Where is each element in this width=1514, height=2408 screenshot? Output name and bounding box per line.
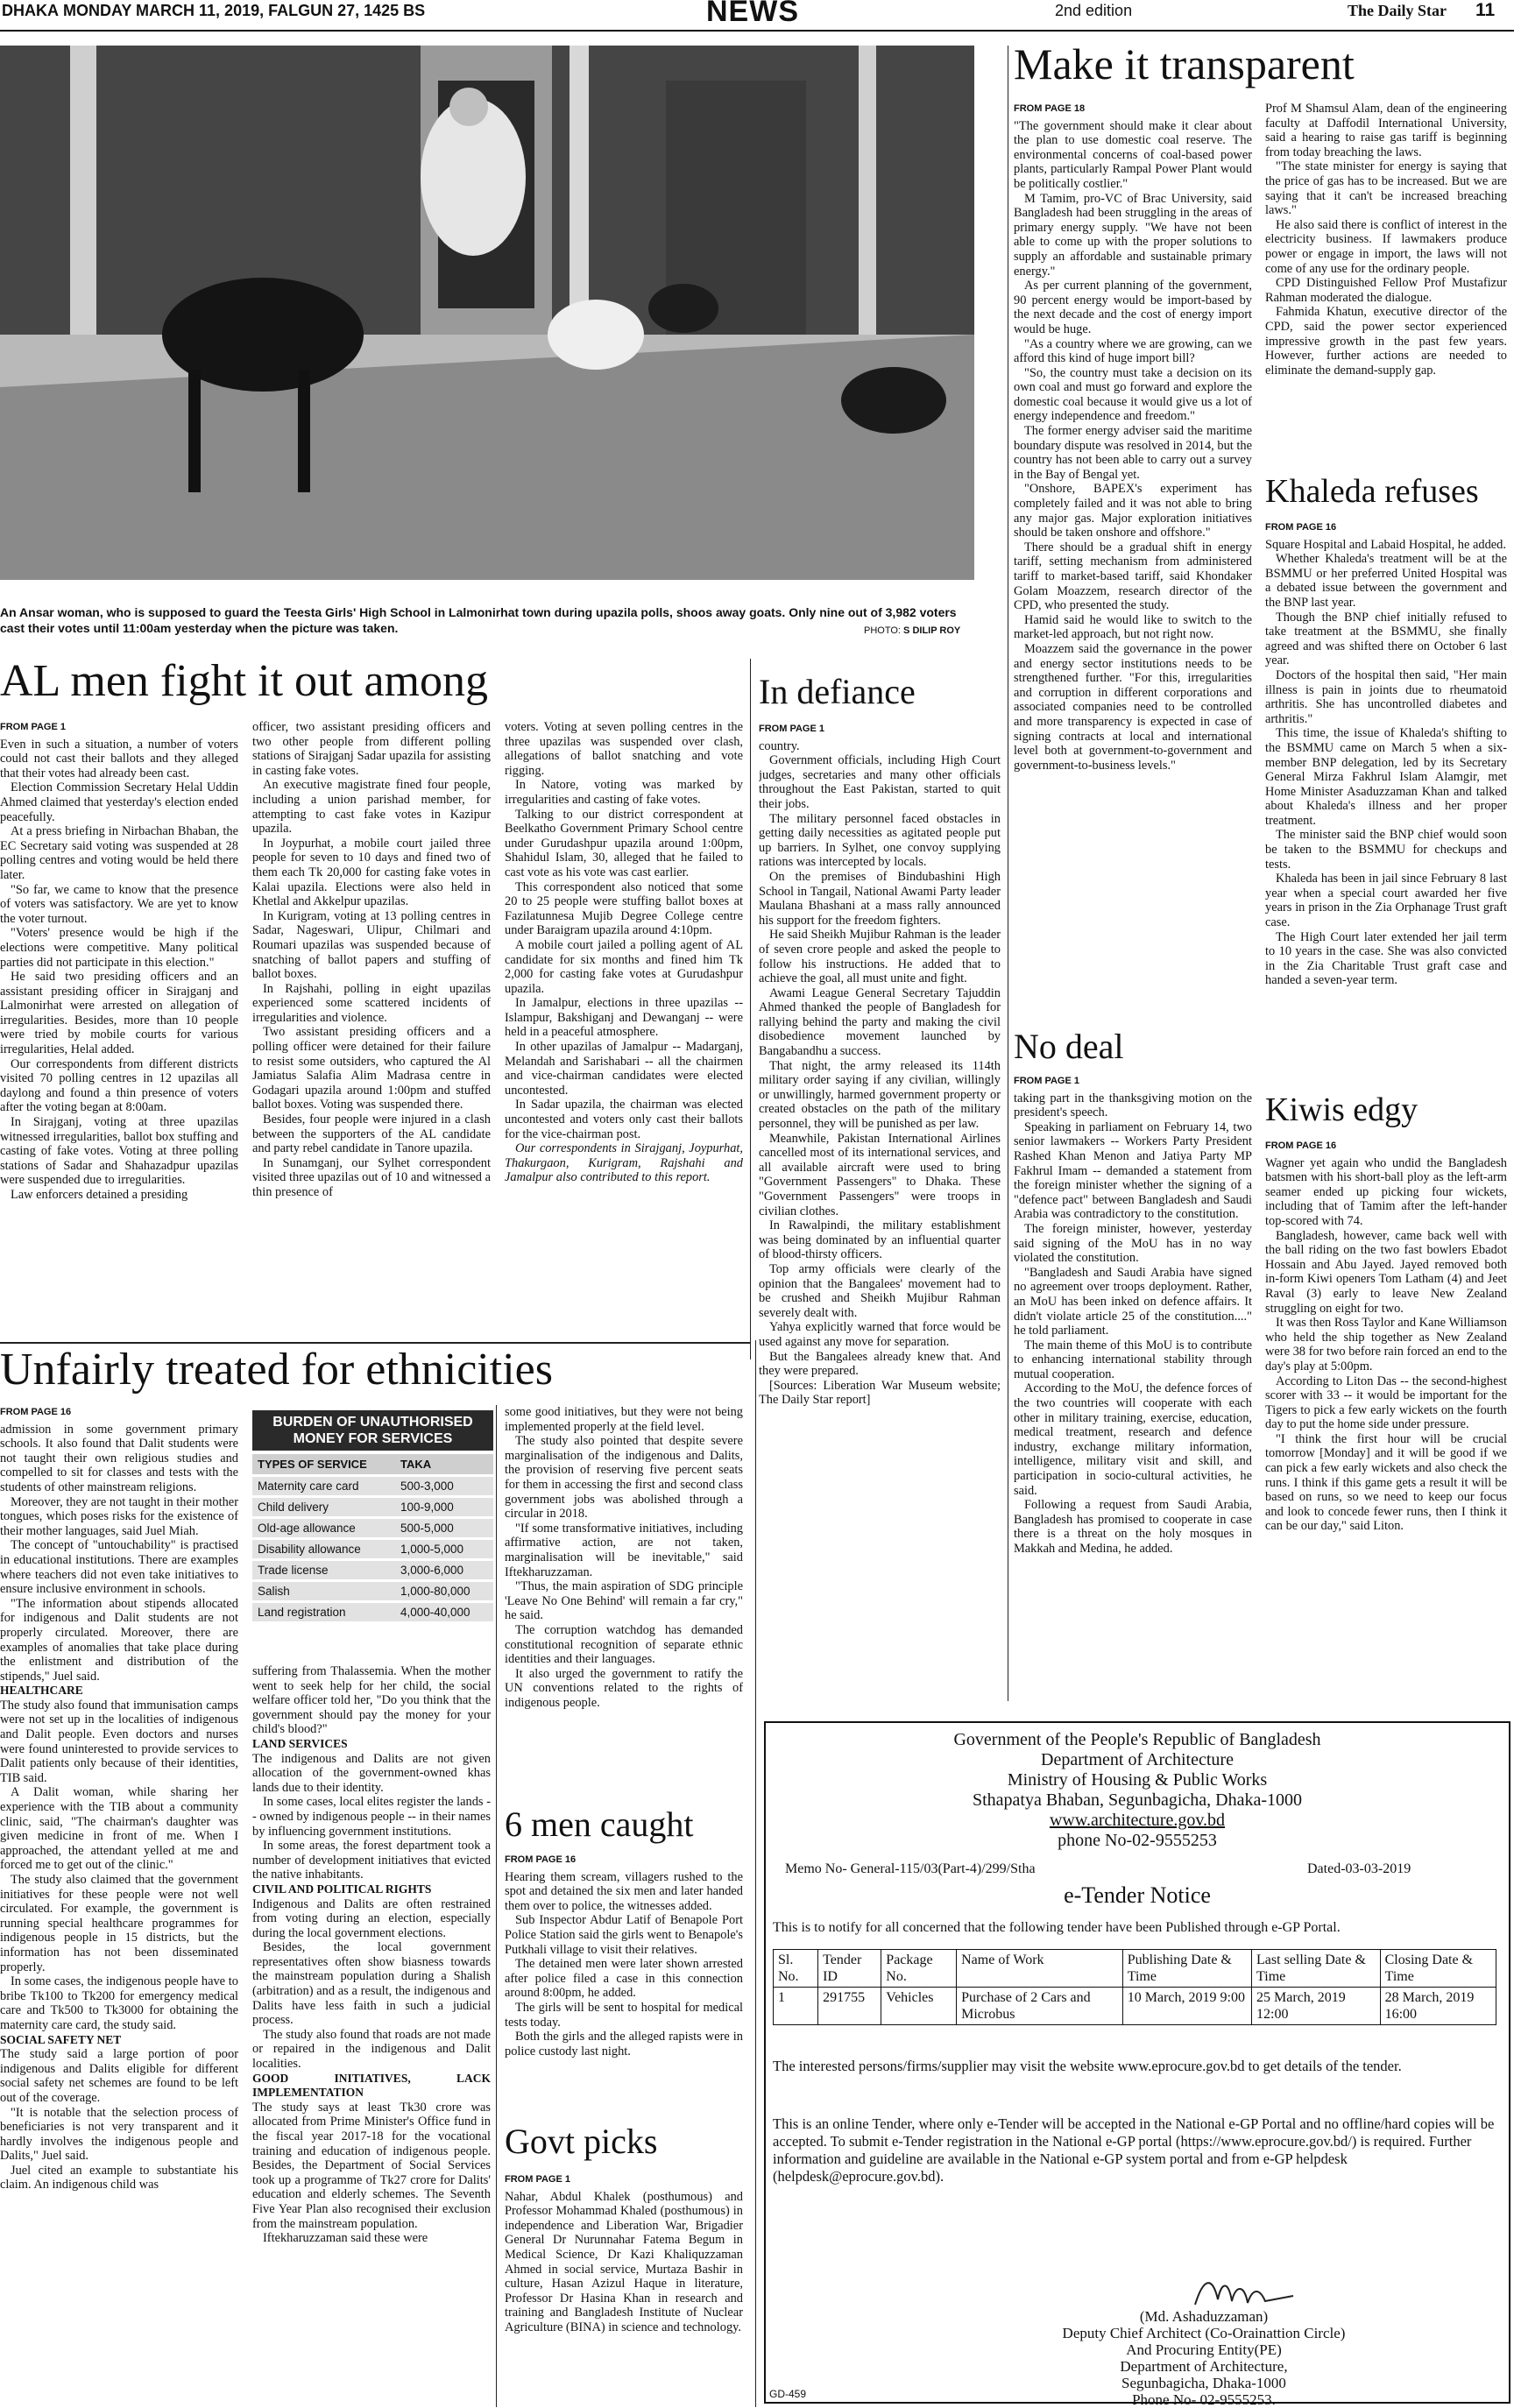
khaleda-para: Square Hospital and Labaid Hospital, he added. bbox=[1265, 537, 1506, 552]
defiance-para: Yahya explicitly warned that force would be used against any move for separation. bbox=[759, 1320, 1001, 1349]
ethnic-subhead: CIVIL AND POLITICAL RIGHTS bbox=[252, 1882, 432, 1896]
ethnic-para: The study says at least Tk30 crore was allocated from Prime Minister's Office fund in the fiscal year 2017-18 for the vocational training and education of indigenous people. Besides, the Department of Social Services took up a programme of Tk27 crore for Dalits' education and elderly schemes. The Seventh Five Year Plan also recognised their exclusion from the mainstream population. bbox=[252, 2100, 491, 2231]
tender-memo: Memo No- General-115/03(Part-4)/299/Stha bbox=[785, 1861, 1036, 1876]
al-para: "Voters' presence would be high if the elections were competitive. Many political parties did not participate in this election." bbox=[0, 926, 238, 970]
al-headline: AL men fight it out among bbox=[0, 656, 488, 706]
tender-col-closing: Closing Date & Time bbox=[1380, 1950, 1496, 1988]
tender-note-online: This is an online Tender, where only e-Tender will be accepted in the National e-GP Portal and no offline/hard copies will be accepted. To submit e-Tender registration in the National e-GP portal (https://www.eprocure.gov.bd/) is required. Further information and guideline are available in the National e-GP system portal and from e-GP helpdesk (helpdesk@eprocure.gov.bd). bbox=[773, 2115, 1495, 2185]
tender-dept: Department of Architecture bbox=[1041, 1750, 1234, 1769]
tender-gov: Government of the People's Republic of Bangladesh bbox=[953, 1730, 1321, 1749]
tender-cell: 28 March, 2019 16:00 bbox=[1380, 1988, 1496, 2025]
ethnic-para: The study also found that immunisation camps were not set up in the localities of indigenous and Dalit people. Even doctors and nurses were found uninterested to provide services to Dalit patients only because of their identities, TIB said. bbox=[0, 1698, 238, 1785]
khaleda-para: The High Court later extended her jail term to 10 years in the case. She was also convicted in the Zia Charitable Trust graft case and handed a seven-year term. bbox=[1265, 929, 1507, 988]
transparent-para: "So, the country must take a decision on its own coal and must go forward and explore the domestic coal because it would give us a lot of energy independence and freedom." bbox=[1014, 365, 1252, 424]
signatory-phone: Phone No- 02-9555253. bbox=[1132, 2391, 1276, 2408]
ethnic-para: In some cases, the indigenous people have to bribe Tk100 to Tk200 for emergency medical care and Tk500 to Tk3000 for obtaining the maternity care card, the study said. bbox=[0, 1974, 238, 2032]
al-para: An executive magistrate fined four people, including a union parishad member, for attempting to cast fake votes in Kazipur upazila. bbox=[252, 778, 491, 837]
transparent-headline: Make it transparent bbox=[1014, 39, 1355, 88]
photo-illustration bbox=[0, 46, 974, 580]
burden-table-header bbox=[252, 1454, 493, 1474]
nodeal-column bbox=[1014, 1074, 1252, 1705]
ethnic-para: "If some transformative initiatives, including affirmative action, are not taken, marginalisation will be inevitable," said Iftekharuzzaman. bbox=[505, 1521, 743, 1579]
ethnic-column-3 bbox=[505, 1405, 743, 1799]
defiance-para: Top army officials were clearly of the opinion that the Bangalees' movement had to be crushed and Sheikh Mujibur Rahman severely dealt with. bbox=[759, 1261, 1001, 1320]
al-para: In Rajshahi, polling in eight upazilas experienced some scattered incidents of irregularities and violence. bbox=[252, 981, 491, 1025]
nodeal-para: The foreign minister, however, yesterday said signing of the MoU has in no way violated the constitution. bbox=[1014, 1221, 1252, 1266]
khaleda-column bbox=[1265, 520, 1507, 1081]
transparent-para: "As a country where we are growing, can we afford this kind of huge import bill? bbox=[1014, 336, 1252, 366]
tender-note-website: The interested persons/firms/supplier may visit the website www.eprocure.gov.bd to get details of the tender. bbox=[773, 2058, 1402, 2074]
al-para: voters. Voting at seven polling centres in the three upazilas was suspended over clash, allegations of ballot snatching and vote rigging. bbox=[505, 720, 743, 778]
ethnic-para: The study also pointed that despite severe marginalisation of the indigenous and Dalits, the provision of reserving five percent seats for them in accessing the first and second class government jobs was abolished through a circular in 2018. bbox=[505, 1434, 743, 1522]
al-para: In Sunamganj, our Sylhet correspondent visited three upazilas out of 10 and witnessed a thin presence of bbox=[252, 1155, 491, 1199]
defiance-kicker: FROM PAGE 1 bbox=[759, 724, 824, 734]
tender-website-link[interactable]: www.architecture.gov.bd bbox=[1049, 1811, 1226, 1830]
ethnic-column-1 bbox=[0, 1405, 238, 2407]
transparent-para: CPD Distinguished Fellow Prof Mustafizur Rahman moderated the dialogue. bbox=[1265, 276, 1507, 305]
section-name: NEWS bbox=[706, 0, 799, 28]
nodeal-para: According to the MoU, the defence forces of the two countries will cooperate with each other in military training, exercise, education, medical treatment, research and defence industry, exchange military information, intelligence, military visit and skill, and participation in socio-cultural activities, he said. bbox=[1014, 1381, 1252, 1498]
ethnic-subhead: HEALTHCARE bbox=[0, 1684, 83, 1698]
al-contrib: Our correspondents in Sirajganj, Joypurhat, Thakurgaon, Kurigram, Rajshahi and Jamalpur also contributed to this report. bbox=[505, 1141, 743, 1185]
defiance-para: The military personnel faced obstacles in getting daily necessities as agitated people put up barriers. In Sylhet, one convoy supplying rations was intercepted by locals. bbox=[759, 811, 1001, 870]
burden-table bbox=[252, 1410, 493, 1638]
ethnic-para: some good initiatives, but they were not being implemented properly at the field level. bbox=[505, 1405, 743, 1434]
tender-ministry: Ministry of Housing & Public Works bbox=[1007, 1770, 1268, 1790]
tender-col-id: Tender ID bbox=[818, 1950, 881, 1988]
sixmen-para: The girls will be sent to hospital for medical tests today. bbox=[505, 2000, 743, 2030]
paper-name: The Daily Star bbox=[1348, 2, 1447, 19]
burden-taka: 500-5,000 bbox=[400, 1522, 454, 1535]
column-rule bbox=[750, 659, 751, 1359]
tender-col-sl: Sl. No. bbox=[774, 1950, 818, 1988]
nodeal-para: Following a request from Saudi Arabia, Bangladesh has promised to cooperate in case there is a threat on the holy mosques in Makkah and Medina, he added. bbox=[1014, 1498, 1252, 1556]
burden-taka: 500-3,000 bbox=[400, 1479, 454, 1493]
burden-service: Disability allowance bbox=[258, 1543, 361, 1556]
defiance-para: country. bbox=[759, 738, 800, 753]
govt-column bbox=[505, 2172, 743, 2407]
ethnic-subhead: SOCIAL SAFETY NET bbox=[0, 2032, 122, 2046]
burden-taka: 1,000-5,000 bbox=[400, 1543, 464, 1556]
kiwis-kicker: FROM PAGE 16 bbox=[1265, 1140, 1337, 1151]
ethnic-subhead: LAND SERVICES bbox=[252, 1736, 348, 1750]
transparent-para: M Tamim, pro-VC of Brac University, said Bangladesh had been struggling in the areas of primary energy supply. "We have not been able to come up with the proper solutions to supply an affordable and sustainable primary energy." bbox=[1014, 191, 1252, 279]
transparent-kicker: FROM PAGE 18 bbox=[1014, 103, 1086, 114]
ethnic-para: The study also found that roads are not made or repaired in the indigenous and Dalit localities. bbox=[252, 2027, 491, 2072]
burden-taka: 4,000-40,000 bbox=[400, 1606, 470, 1619]
tender-cell: 1 bbox=[774, 1988, 818, 2025]
khaleda-para: This time, the issue of Khaleda's shifting to the BSMMU came on March 5 when a six-member BNP delegation, led by its Secretary General Mirza Fakhrul Islam Alamgir, met Home Minister Asaduzzaman Khan and talked about Khaleda's illness and her proper treatment. bbox=[1265, 726, 1507, 828]
transparent-para: The former energy adviser said the maritime boundary dispute was resolved in 2014, but the country has not been able to carry out a survey in the Bay of Bengal yet. bbox=[1014, 424, 1252, 482]
transparent-para: "The state minister for energy is saying that the price of gas has to be increased. But we are saying that it can't be increased breaching laws." bbox=[1265, 159, 1507, 218]
ethnic-para: "The information about stipends allocated for indigenous and Dalit students are not properly circulated. Moreover, there are examples of anomalies that take place during the enlistment and distribution of the stipends," Juel said. bbox=[0, 1596, 238, 1684]
defiance-column bbox=[759, 722, 1001, 1685]
al-kicker: FROM PAGE 1 bbox=[0, 722, 66, 732]
al-para: Two assistant presiding officers and a polling officer were detained for their failure to resist some outsiders, who captured the Al Jamiatus Salafia Alim Madrasa centre in Godagari upazila around 1:00pm and stuffed ballot boxes. Voting was suspended there. bbox=[252, 1025, 491, 1112]
signature-icon bbox=[1090, 2275, 1362, 2310]
burden-taka: 3,000-6,000 bbox=[400, 1564, 464, 1577]
signatory-name: (Md. Ashaduzzaman) bbox=[1139, 2308, 1269, 2325]
tender-notice bbox=[764, 1721, 1510, 2408]
sixmen-headline: 6 men caught bbox=[505, 1804, 694, 1844]
burden-row bbox=[252, 1540, 493, 1558]
defiance-para: In Rawalpindi, the military establishment was being dominated by an influential quarter of blood-thirsty officers. bbox=[759, 1218, 1001, 1262]
ethnic-para: In some areas, the forest department took a number of development initiatives that evicted the native inhabitants. bbox=[252, 1839, 491, 1882]
al-para: In Sadar upazila, the chairman was elected uncontested and voters only cast their ballots for the vice-chairman post. bbox=[505, 1098, 743, 1141]
ethnic-para: The study said a large portion of poor indigenous and Dalits eligible for different social safety net schemes are found to be left out of the coverage. bbox=[0, 2047, 238, 2105]
transparent-para: Hamid said he would like to switch to the market-led approach, but not right now. bbox=[1014, 612, 1252, 642]
tender-col-package: Package No. bbox=[881, 1950, 957, 1988]
kiwis-para: "I think the first hour will be crucial tomorrow [Monday] and it will be good if we can pick a few early wickets and also check the runs. I think if this game gets a result it will be based on runs, so we need to keep our focus and look to concede fewer runs, then I think it can be our day," said Liton. bbox=[1265, 1431, 1507, 1534]
photo-credit: PHOTO: S DILIP ROY bbox=[864, 625, 961, 636]
transparent-para: Fahmida Khatun, executive director of the CPD, said the power sector experienced impressive growth in the past few years. However, further actions are needed to eliminate the demand-supply gap. bbox=[1265, 305, 1507, 378]
ethnic-subhead: GOOD INITIATIVES, LACK IMPLEMENTATION bbox=[252, 2071, 491, 2100]
burden-taka: 100-9,000 bbox=[400, 1501, 454, 1514]
burden-row bbox=[252, 1477, 493, 1495]
khaleda-para: Though the BNP chief initially refused to take treatment at the BSMMU, she finally agreed and was shifted there on October 6 last year. bbox=[1265, 610, 1507, 668]
defiance-para: He said Sheikh Mujibur Rahman is the leader of seven crore people and asked the people to follow his instructions. He added that to achieve the goal, all must unite and fight. bbox=[759, 928, 1001, 986]
nodeal-para: "Bangladesh and Saudi Arabia have signed no agreement over troops deployment. Rather, an MoU has been inked on defence affairs. It didn't violate article 25 of the constitution...." he told parliament. bbox=[1014, 1265, 1252, 1338]
tender-col-publishing: Publishing Date & Time bbox=[1122, 1950, 1251, 1988]
burden-taka: 1,000-80,000 bbox=[400, 1585, 470, 1598]
al-para: In Natore, voting was marked by irregularities and casting of fake votes. bbox=[505, 778, 743, 807]
burden-service: Trade license bbox=[258, 1564, 329, 1577]
burden-col-service: TYPES OF SERVICE bbox=[258, 1458, 367, 1471]
burden-service: Old-age allowance bbox=[258, 1522, 356, 1535]
kiwis-para: Wagner yet again who undid the Bangladesh batsmen with his short-ball ploy as the left-arm seamer ended up picking four wickets, including that of Tamim after the left-hander top-scored with 74. bbox=[1265, 1155, 1507, 1228]
tender-address: Sthapatya Bhaban, Segunbagicha, Dhaka-1000 bbox=[972, 1790, 1302, 1810]
ethnic-para: Besides, the local government representatives often show biasness towards the mainstream population during a Shalish (arbitration) and as a result, the indigenous and Dalits have less faith in such a judicial process. bbox=[252, 1940, 491, 2028]
transparent-column-2 bbox=[1265, 102, 1507, 470]
khaleda-para: The minister said the BNP chief would soon be taken to the BSMMU for checkups and tests. bbox=[1265, 828, 1507, 872]
defiance-para: On the premises of Bindubashini High School in Tangail, National Awami Party leader Maulana Bhashani at a mass rally announced his support for the freedom fighters. bbox=[759, 869, 1001, 928]
burden-service: Maternity care card bbox=[258, 1479, 359, 1493]
defiance-headline: In defiance bbox=[759, 672, 916, 711]
transparent-para: "The government should make it clear about the plan to use domestic coal reserve. The environmental concerns of coal-based power plants, particularly Rampal Power Plant would be politically costlier." bbox=[1014, 118, 1252, 191]
tender-cell: Purchase of 2 Cars and Microbus bbox=[957, 1988, 1123, 2025]
al-para: Besides, four people were injured in a clash between the supporters of the AL candidate and party rebel candidate in Tanore upazila. bbox=[252, 1112, 491, 1156]
masthead bbox=[0, 0, 1514, 32]
ethnic-para: "Thus, the main aspiration of SDG principle 'Leave No One Behind' will remain a far cry," he said. bbox=[505, 1579, 743, 1623]
khaleda-para: Doctors of the hospital then said, "Her main illness is pain in joints due to rheumatoid arthritis. She has uncontrolled diabetes and arthritis." bbox=[1265, 667, 1507, 726]
defiance-para: That night, the army released its 114th military order saying if any civilian, willingly or unwillingly, harmed government property or created obstacles on the path of the military personnel, they will be punished as per law. bbox=[759, 1058, 1001, 1132]
edition-label: 2nd edition bbox=[1055, 2, 1133, 19]
al-column-1 bbox=[0, 720, 238, 1359]
al-para: In Sirajganj, voting at three upazilas witnessed irregularities, ballot box stuffing and casting of fake votes. Voting at three polling stations of Sadar and Shahazadpur upazilas were suspended due to irregularities. bbox=[0, 1115, 238, 1188]
transparent-para: He also said there is conflict of interest in the electricity business. If lawmakers produce power or engage in import, the laws will not come of any use for the ordinary people. bbox=[1265, 217, 1507, 276]
ethnic-para: Juel cited an example to substantiate his claim. An indigenous child was bbox=[0, 2163, 238, 2193]
burden-row bbox=[252, 1498, 493, 1516]
ethnic-para: Indigenous and Dalits are often restrained from voting during an election, especially during the local government elections. bbox=[252, 1896, 491, 1940]
transparent-para: Moazzem said the governance in the power and energy sector institutions needs to be strengthened further. "For this, irregularities and corruption in different corporations and associated companies need to be controlled and more transparency is expected in case of signing contracts at local and international level both at government-to-government and government-to-business levels." bbox=[1014, 641, 1252, 773]
nodeal-headline: No deal bbox=[1014, 1027, 1124, 1066]
burden-col-taka: TAKA bbox=[400, 1458, 432, 1471]
section-rule bbox=[0, 1342, 750, 1344]
signatory-dept: Department of Architecture, bbox=[1120, 2358, 1288, 2375]
al-para: This correspondent also noticed that some 20 to 25 people were stuffing ballot boxes at Fazilatunnesa Mujib Degree College centre under Baraigram upazila around 4:10pm. bbox=[505, 879, 743, 938]
kiwis-para: Bangladesh, however, came back well with the ball riding on the two fast bowlers Ebadot Hossain and Abu Jayed. Jayed removed both in-form Kiwi openers Tom Latham (4) and Jeet Raval (3) early to leave New Zealand struggling on eight for two. bbox=[1265, 1228, 1507, 1316]
defiance-para: Meanwhile, Pakistan International Airlines cancelled most of its international services, and all available aircraft were used to bring "Government Passengers" to Dhaka. These "Government Passengers" were troops in civilian clothes. bbox=[759, 1131, 1001, 1218]
al-para: Our correspondents from different districts visited 70 polling centres in 12 upazilas all daylong and found a thin presence of voters after the voting began at 8:00am. bbox=[0, 1056, 238, 1115]
kiwis-column bbox=[1265, 1139, 1507, 1705]
signatory-entity: And Procuring Entity(PE) bbox=[1126, 2341, 1282, 2358]
sixmen-kicker: FROM PAGE 16 bbox=[505, 1854, 577, 1865]
nodeal-para: The main theme of this MoU is to contribute to enhancing international stability through mutual cooperation. bbox=[1014, 1338, 1252, 1381]
tender-table-header bbox=[774, 1950, 1496, 1988]
kiwis-headline: Kiwis edgy bbox=[1265, 1091, 1418, 1128]
ethnic-para: suffering from Thalassemia. When the mother went to seek help for her child, the social welfare officer told her, "Do you think that the government should pay the money for your child's blood?" bbox=[252, 1664, 491, 1737]
ethnic-headline: Unfairly treated for ethnicities bbox=[0, 1345, 553, 1395]
burden-service: Salish bbox=[258, 1585, 290, 1598]
al-para: Election Commission Secretary Helal Uddin Ahmed claimed that yesterday's election ended peacefully. bbox=[0, 780, 238, 824]
transparent-para: There should be a gradual shift in energy tariff, setting mechanism from administered tariff to market-based tariff, said Khondaker Golam Moazzem, research director of the CPD, who presented the study. bbox=[1014, 540, 1252, 613]
burden-table-title: BURDEN OF UNAUTHORISED MONEY FOR SERVICES bbox=[252, 1410, 493, 1451]
tender-cell: Vehicles bbox=[881, 1988, 957, 2025]
al-para: Law enforcers detained a presiding bbox=[11, 1188, 188, 1202]
transparent-para: Prof M Shamsul Alam, dean of the engineering faculty at Daffodil International University, said a hearing to raise gas tariff is beginning from today breaching the laws. bbox=[1265, 102, 1507, 159]
al-para: He said two presiding officers and an assistant presiding officer in Sirajganj and Lalmonirhat were arrested on allegation of irregularities. Besides, more than 10 people were tried by mobile courts for various irregularities, Helal added. bbox=[0, 970, 238, 1057]
masthead-date: DHAKA MONDAY MARCH 11, 2019, FALGUN 27, 1425 BS bbox=[2, 2, 426, 19]
tender-title: e-Tender Notice bbox=[1064, 1882, 1211, 1908]
ethnic-para: "It is notable that the selection process of beneficiaries is not very transparent and it hardly involves the indigenous people and Dalits," Juel said. bbox=[0, 2105, 238, 2164]
defiance-para: Government officials, including High Court judges, secretaries and many other officials throughout the East Pakistan, started to quit their jobs. bbox=[759, 753, 1001, 811]
al-para: "So far, we came to know that the presence of voters was satisfactory. We are yet to know the voter turnout. bbox=[0, 882, 238, 926]
al-column-2 bbox=[252, 720, 491, 1359]
tender-col-work: Name of Work bbox=[957, 1950, 1123, 1988]
al-para: In Joypurhat, a mobile court jailed three people for seven to 10 days and fined two of them each Tk 20,000 for casting fake votes in Kalai upazila. Elections were also held in Khetlal and Akkelpur upazilas. bbox=[252, 836, 491, 909]
sixmen-column bbox=[505, 1853, 743, 2115]
ethnic-para: The indigenous and Dalits are not given allocation of the government-owned khas lands due to their identity. bbox=[252, 1751, 491, 1795]
burden-service: Child delivery bbox=[258, 1501, 329, 1514]
kiwis-para: According to Liton Das -- the second-highest scorer with 33 -- it would be important for the Tigers to pick a few early wickets on the fourth day to put the home side under pressure. bbox=[1265, 1373, 1507, 1432]
sixmen-para: Sub Inspector Abdur Latif of Benapole Port Police Station said the girls went to Benapole's Putkhali village to visit their relatives. bbox=[505, 1913, 743, 1957]
al-para: officer, two assistant presiding officers and two other people from different polling stations of Sirajganj Sadar upazila for assisting in casting fake votes. bbox=[252, 720, 491, 778]
sixmen-para: The detained men were later shown arrested after police filed a case in this connection around 8:00pm, he added. bbox=[505, 1957, 743, 2001]
al-column-3 bbox=[505, 720, 743, 1359]
tender-cell: 10 March, 2019 9:00 bbox=[1122, 1988, 1251, 2025]
ethnic-para: Moreover, they are not taught in their mother tongues, which poses risks for the existence of their mother languages, said Juel Miah. bbox=[0, 1494, 238, 1538]
sixmen-para: Hearing them scream, villagers rushed to the spot and detained the six men and later handed them over to police, the witnesses added. bbox=[505, 1869, 743, 1913]
nodeal-para: taking part in the thanksgiving motion on the president's speech. bbox=[1014, 1091, 1252, 1120]
al-para: In other upazilas of Jamalpur -- Madarganj, Melandah and Sarishabari -- all the chairmen and vice-chairman candidates were elected uncontested. bbox=[505, 1040, 743, 1098]
transparent-para: As per current planning of the government, 90 percent energy would be import-based by the next decade and the cost of energy import would be huge. bbox=[1014, 279, 1252, 336]
page-number: 11 bbox=[1475, 0, 1496, 20]
govt-para: Nahar, Abdul Khalek (posthumous) and Professor Mohammad Khaled (posthumous) in independence and Liberation War, Brigadier General Dr Nurunnahar Fatema Begum in Medical Science, Dr Kazi Khaliquzzaman Ahmed in social service, Murtaza Bashir in culture, Hasan Azizul Haque in literature, Professor Dr Hasina Khan in research and training and Bangladesh Institute of Nuclear Agriculture (BINA) in science and technology. bbox=[505, 2189, 743, 2334]
burden-service: Land registration bbox=[258, 1606, 346, 1619]
ethnic-para: A Dalit woman, while sharing her experience with the TIB about a community clinic, said, "The chairman's daughter was given medicine in front of me. When I approached, the attendant yelled at me and forced me to get out of the clinic." bbox=[0, 1785, 238, 1873]
defiance-para: Awami League General Secretary Tajuddin Ahmed thanked the people of Bangladesh for rallying behind the party and making the civil disobedience movement launched by Bangabandhu a success. bbox=[759, 985, 1001, 1059]
al-para: Talking to our district correspondent at Beelkatho Government Primary School centre under Gurudashpur upazila around 1:00pm, Shahidul Islam, 30, alleged that he failed to cast vote as his vote was cast earlier. bbox=[505, 807, 743, 879]
photo-caption: An Ansar woman, who is supposed to guard the Teesta Girls' High School in Lalmonirhat town during upazila polls, shoos away goats. Only nine out of 3,982 voters cast their votes until 11:00am yesterday when the picture was taken. bbox=[0, 605, 957, 635]
khaleda-headline: Khaleda refuses bbox=[1265, 473, 1479, 510]
signatory-address: Segunbagicha, Dhaka-1000 bbox=[1121, 2375, 1286, 2391]
burden-row bbox=[252, 1582, 493, 1600]
al-para: A mobile court jailed a polling agent of AL candidate for six months and fined him Tk 2,000 for casting fake votes at Gurudashpur upazila. bbox=[505, 937, 743, 996]
khaleda-para: Whether Khaleda's treatment will be at the BSMMU or her preferred United Hospital was a debated issue between the government and the BNP last year. bbox=[1265, 552, 1507, 610]
nodeal-kicker: FROM PAGE 1 bbox=[1014, 1076, 1079, 1086]
kiwis-para: It was then Ross Taylor and Kane Williamson who held the ship together as New Zealand were 38 for two before rain forced an end to the day's play at 5:00pm. bbox=[1265, 1316, 1507, 1373]
ethnic-para: The corruption watchdog has demanded constitutional recognition of separate ethnic identities and their languages. bbox=[505, 1622, 743, 1667]
tender-table bbox=[773, 1949, 1496, 2025]
al-para: In Jamalpur, elections in three upazilas -- Islampur, Bakshiganj and Dewanganj -- were held in a peaceful atmosphere. bbox=[505, 996, 743, 1040]
tender-cell: 25 March, 2019 12:00 bbox=[1252, 1988, 1381, 2025]
burden-row bbox=[252, 1603, 493, 1621]
defiance-para: But the Bangalees already knew that. And they were prepared. bbox=[759, 1349, 1001, 1379]
khaleda-para: Khaleda has been in jail since February 8 last year when a special court awarded her five years in prison in the Zia Orphanage Trust graft case. bbox=[1265, 872, 1507, 930]
ethnic-kicker: FROM PAGE 16 bbox=[0, 1407, 72, 1417]
column-rule bbox=[755, 1340, 756, 2407]
column-rule bbox=[496, 1405, 497, 2407]
al-para: Even in such a situation, a number of voters could not cast their ballots and they alleged that their votes had already been cast. bbox=[0, 737, 238, 780]
tender-dated: Dated-03-03-2019 bbox=[1307, 1861, 1411, 1876]
news-photo bbox=[0, 46, 974, 580]
tender-phone: phone No-02-9555253 bbox=[1058, 1831, 1217, 1850]
al-para: At a press briefing in Nirbachan Bhaban, the EC Secretary said voting was suspended at 28 polling centres and voting would be held there later. bbox=[0, 824, 238, 882]
ethnic-para: Iftekharuzzaman said these were bbox=[263, 2231, 428, 2246]
tender-cell: 291755 bbox=[818, 1988, 881, 2025]
burden-row bbox=[252, 1519, 493, 1537]
nodeal-para: Speaking in parliament on February 14, two senior lawmakers -- Workers Party President Rashed Khan Menon and Jatiya Party MP Fakhrul Imam -- demanded a statement from the foreign minister whether the signing of a "defence pact" between Bangladesh and Saudi Arabia was contradictory to the constitution. bbox=[1014, 1119, 1252, 1222]
ethnic-para: The concept of "untouchability" is practised in educational institutions. There are examples where teachers did not even take initiatives to ensure inclusive environment in schools. bbox=[0, 1538, 238, 1597]
tender-signature-block bbox=[1046, 2308, 1362, 2408]
ethnic-para: The study also claimed that the government initiatives for these people were not well circulated. For example, the government is running special healthcare programmes for indigenous people in 15 districts, but the information has not been disseminated properly. bbox=[0, 1873, 238, 1974]
ethnic-para: It also urged the government to ratify the UN conventions related to the rights of indigenous people. bbox=[505, 1666, 743, 1710]
tender-intro: This is to notify for all concerned that the following tender have been Published through e-GP Portal. bbox=[773, 1920, 1341, 1935]
ethnic-column-2 bbox=[252, 1664, 491, 2407]
ethnic-para: In some cases, local elites register the lands -- owned by indigenous people -- in their names by influencing government institutions. bbox=[252, 1795, 491, 1839]
khaleda-kicker: FROM PAGE 16 bbox=[1265, 522, 1337, 533]
ethnic-para: admission in some government primary schools. It also found that Dalit students were not taught their own religious studies and compelled to sit for classes and tests with the students of other mainstream religions. bbox=[0, 1422, 238, 1494]
table-row bbox=[774, 1988, 1496, 2025]
transparent-para: "Onshore, BAPEX's experiment has completely failed and it was not able to bring any major gas. Major exploration initiatives should be taken onshore and offshore." bbox=[1014, 482, 1252, 540]
signatory-title: Deputy Chief Architect (Co-Orainattion Circle) bbox=[1062, 2325, 1346, 2341]
tender-col-selling: Last selling Date & Time bbox=[1252, 1950, 1381, 1988]
ad-code: GD-459 bbox=[769, 2388, 807, 2400]
transparent-column-1 bbox=[1014, 102, 1252, 1013]
defiance-para: [Sources: Liberation War Museum website; The Daily Star report] bbox=[759, 1378, 1001, 1408]
govt-kicker: FROM PAGE 1 bbox=[505, 2174, 570, 2185]
al-para: In Kurigram, voting at 13 polling centres in Sadar, Nageswari, Ulipur, Chilmari and Roumari upazilas was suspended because of snatching of ballot papers and stuffing of ballot boxes. bbox=[252, 908, 491, 982]
govt-headline: Govt picks bbox=[505, 2122, 658, 2161]
sixmen-para: Both the girls and the alleged rapists were in police custody last night. bbox=[505, 2030, 743, 2058]
burden-row bbox=[252, 1561, 493, 1579]
